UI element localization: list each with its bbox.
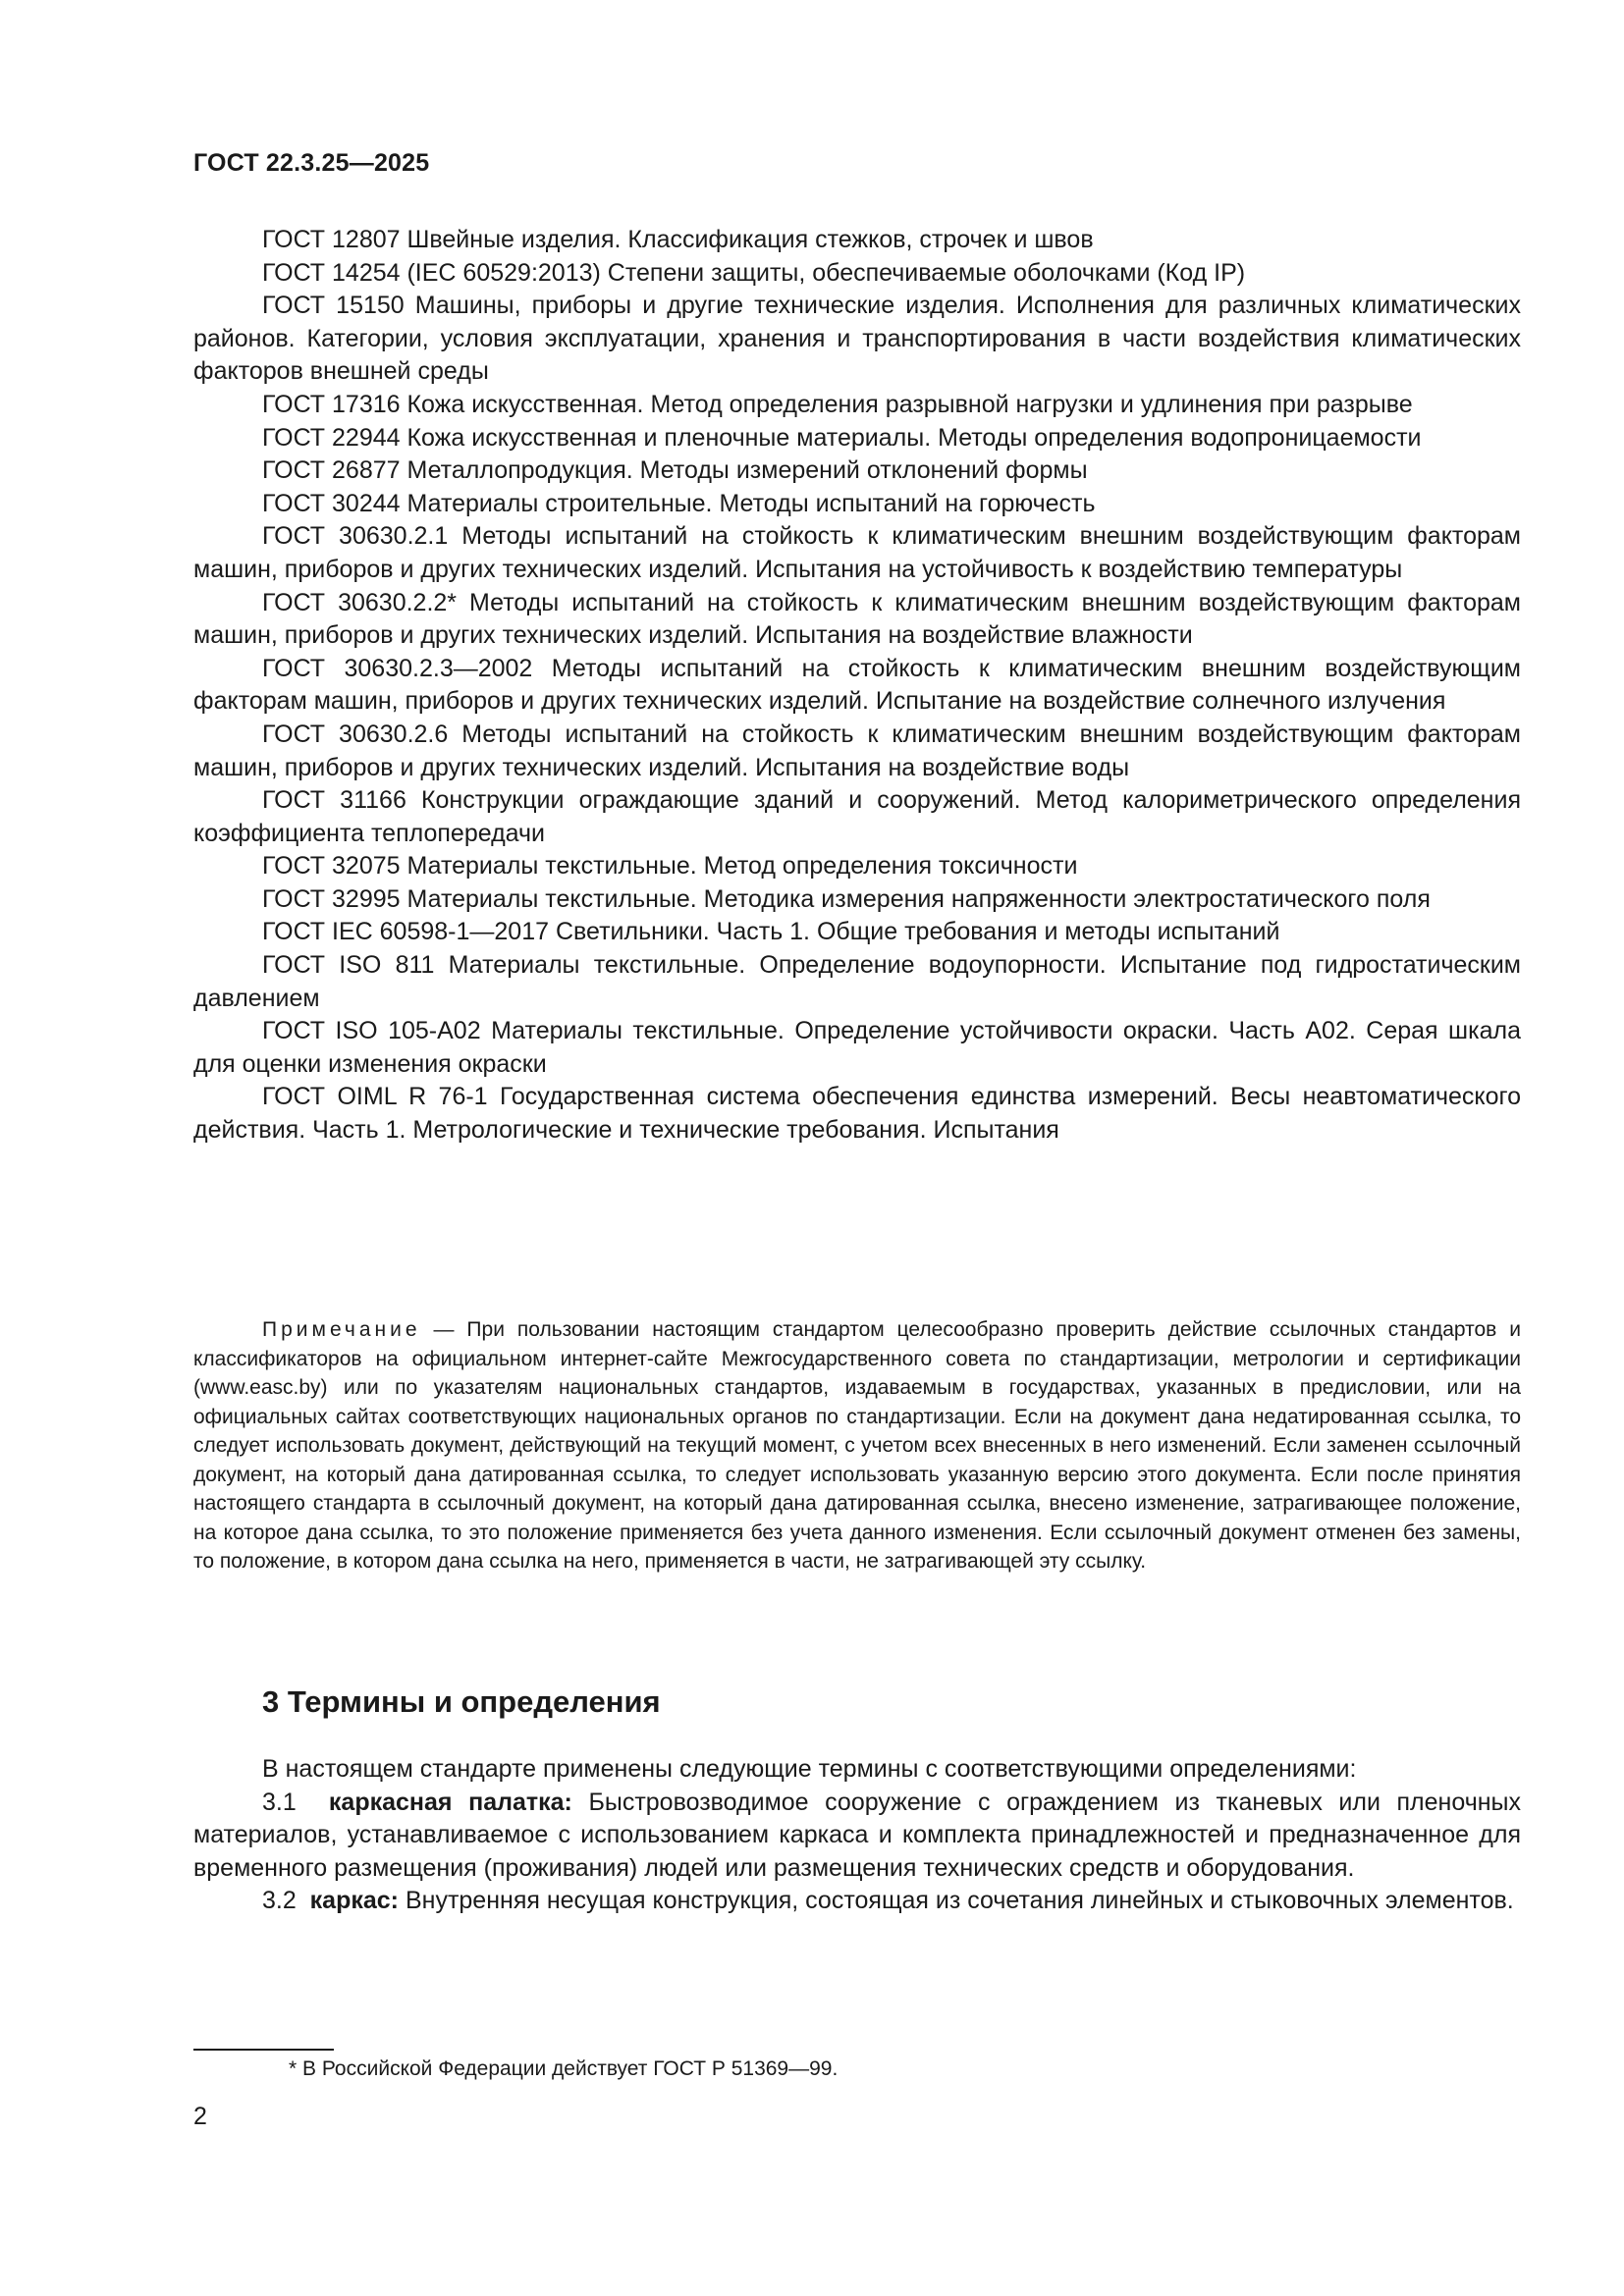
term-number: 3.2 (262, 1887, 297, 1915)
term-text: Быстровозводимое сооружение с ограждением из тканевых или пленочных материалов, устанавливаемое с использованием каркаса и комплекта принадлежностей и предназначенное для временного размещения (проживания) людей или размещения технических средств и оборудования. (193, 1788, 1521, 1882)
reference-item: ГОСТ OIML R 76-1 Государственная система обеспечения единства измерений. Весы неавтоматического действия. Часть 1. Метрологические и технические требования. Испытания (193, 1083, 1521, 1145)
reference-item: ГОСТ 30630.2.6 Методы испытаний на стойкость к климатическим внешним воздействующим факторам машин, приборов и других технических изделий. Испытания на воздействие воды (193, 720, 1521, 781)
note-paragraph (193, 1315, 1521, 1576)
term-definition (193, 1787, 1521, 1886)
note-text: — При пользовании настоящим стандартом целесообразно проверить действие ссылочных стандартов и классификаторов на официальном интернет-сайте Межгосударственного совета по стандартизации, метрологии и сертификации (www.easc.by) или по указателям национальных стандартов, издаваемым в государствах, указанных в предисловии, или на официальных сайтах соответствующих национальных органов по стандартизации. Если на документ дана недатированная ссылка, то следует использовать документ, действующий на текущий момент, с учетом всех внесенных в него изменений. Если заменен ссылочный документ, на который дана датированная ссылка, то следует использовать указанную версию этого документа. Если после принятия настоящего стандарта в ссылочный документ, на который дана датированная ссылка, внесено изменение, затрагивающее положение, на которое дана ссылка, то это положение применяется без учета данного изменения. Если ссылочный документ отменен без замены, то положение, в котором дана ссылка на него, применяется в части, не затрагивающей эту ссылку. (193, 1318, 1521, 1573)
page-number: 2 (193, 2103, 207, 2130)
reference-item: ГОСТ IEC 60598-1—2017 Светильники. Часть 1. Общие требования и методы испытаний (262, 918, 1280, 946)
section-title: 3 Термины и определения (262, 1684, 661, 1719)
terms-intro: В настоящем стандарте применены следующие термины с соответствующими определениями: (262, 1755, 1357, 1783)
note-label: Примечание (262, 1318, 421, 1341)
term-number: 3.1 (262, 1788, 297, 1816)
reference-item: ГОСТ 14254 (IEC 60529:2013) Степени защиты, обеспечиваемые оболочками (Код IP) (262, 258, 1246, 287)
reference-item: ГОСТ 26877 Металлопродукция. Методы измерений отклонений формы (262, 456, 1088, 485)
reference-item: ГОСТ 30630.2.2* Методы испытаний на стойкость к климатическим внешним воздействующим факторам машин, приборов и других технических изделий. Испытания на воздействие влажности (193, 588, 1521, 650)
footnote: * В Российской Федерации действует ГОСТ Р 51369—99. (289, 2057, 839, 2080)
terms-section (193, 1753, 1521, 1918)
reference-item: ГОСТ 30630.2.1 Методы испытаний на стойкость к климатическим внешним воздействующим факторам машин, приборов и других технических изделий. Испытания на устойчивость к воздействию температуры (193, 522, 1521, 583)
reference-item: ГОСТ 12807 Швейные изделия. Классификация стежков, строчек и швов (262, 226, 1094, 253)
reference-item: ГОСТ 30244 Материалы строительные. Методы испытаний на горючесть (262, 489, 1096, 517)
term-definition (193, 1885, 1521, 1918)
reference-item: ГОСТ 15150 Машины, приборы и другие технические изделия. Исполнения для различных климатических районов. Категории, условия эксплуатации, хранения и транспортирования в части воздействия климатических факторов внешней среды (193, 292, 1521, 386)
reference-item: ГОСТ 17316 Кожа искусственная. Метод определения разрывной нагрузки и удлинения при разрыве (262, 390, 1413, 418)
reference-item: ГОСТ 30630.2.3—2002 Методы испытаний на стойкость к климатическим внешним воздействующим факторам машин, приборов и других технических изделий. Испытание на воздействие солнечного излучения (193, 654, 1521, 716)
term-name: каркасная палатка: (328, 1788, 572, 1816)
reference-item: ГОСТ 32995 Материалы текстильные. Методика измерения напряженности электростатического поля (262, 884, 1431, 913)
footnote-separator (193, 2049, 334, 2051)
normative-references-list (193, 224, 1521, 1148)
reference-item: ГОСТ ISO 811 Материалы текстильные. Определение водоупорности. Испытание под гидростатическим давлением (193, 951, 1521, 1012)
reference-item: ГОСТ 22944 Кожа искусственная и пленочные материалы. Методы определения водопроницаемости (262, 423, 1422, 452)
reference-item: ГОСТ 31166 Конструкции ограждающие зданий и сооружений. Метод калориметрического определения коэффициента теплопередачи (193, 786, 1521, 847)
reference-item: ГОСТ ISO 105-A02 Материалы текстильные. Определение устойчивости окраски. Часть А02. Серая шкала для оценки изменения окраски (193, 1017, 1521, 1078)
document-code-header: ГОСТ 22.3.25—2025 (193, 149, 430, 177)
reference-item: ГОСТ 32075 Материалы текстильные. Метод определения токсичности (262, 852, 1078, 881)
term-name: каркас: (309, 1887, 400, 1915)
term-text: Внутренняя несущая конструкция, состоящая из сочетания линейных и стыковочных элементов. (399, 1887, 1514, 1915)
